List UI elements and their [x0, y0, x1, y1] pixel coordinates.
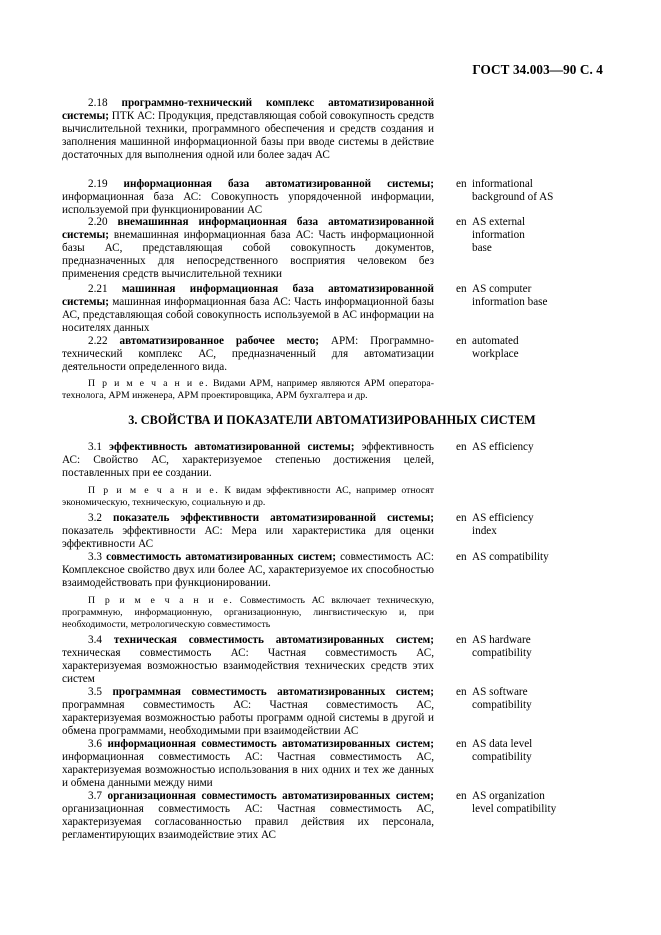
english-equivalent: en informational background of AS	[456, 178, 554, 204]
en-code: en	[456, 686, 467, 698]
en-code: en	[456, 283, 467, 295]
english-equivalent: en AS efficiency	[456, 441, 534, 453]
entry-number: 3.5	[88, 686, 102, 698]
entry-term: организационная совместимость автоматизированных систем;	[107, 790, 435, 802]
entry-definition: информационная база АС: Совокупность упорядоченной информации, используемой при функционировании АС	[62, 190, 434, 216]
entry-number: 3.4	[88, 634, 102, 646]
english-equivalent: en AS organization level compatibility	[456, 790, 557, 816]
en-code: en	[456, 335, 467, 347]
entry-number: 3.6	[88, 738, 102, 750]
english-equivalent: en AS compatibility	[456, 551, 549, 563]
en-code: en	[456, 512, 467, 524]
entry-term: автоматизированное рабочее место;	[119, 335, 319, 347]
entry-text	[62, 335, 434, 374]
en-code: en	[456, 178, 467, 190]
note-text: П р и м е ч а н и е. Совместимость АС включает техническую, программную, информационную, организационную, лингвистическую и, при необходимости, метрологическую совместимость	[62, 595, 434, 630]
entry-term: показатель эффективности автоматизированной системы;	[113, 512, 435, 524]
entry-definition: организационная совместимость АС: Частная совместимость АС, характеризуемая согласованностью правил действия их персонала, регламентирующих взаимодействие этих АС	[62, 802, 434, 841]
entry-number: 3.7	[88, 790, 102, 802]
entry-number: 3.2	[88, 512, 102, 524]
english-equivalent: en AS data level compatibility	[456, 738, 533, 764]
entry-term: программная совместимость автоматизированных систем;	[112, 686, 434, 698]
entry-term: техническая совместимость автоматизированных систем;	[113, 634, 435, 646]
entry-definition: внемашинная информационная база АС: Часть информационной базы АС, представляющая собой совокупность документов, предназначенных для непосредственного восприятия человеком без применения средств вычислительной техники	[62, 228, 435, 280]
note-text: П р и м е ч а н и е. К видам эффективности АС, например относят экономическую, техническую, социальную и др.	[62, 485, 434, 508]
note-label: П р и м е ч а н и е.	[88, 485, 220, 496]
entry-text	[62, 283, 434, 335]
entry-definition: совместимость АС: Комплексное свойство двух или более АС, характеризуемое их способностью взаимодействовать при функционировании.	[62, 551, 434, 589]
english-equivalent: en AS efficiency index	[456, 512, 534, 538]
entry-number: 2.21	[88, 283, 108, 295]
entry-text	[62, 216, 434, 281]
note-label: П р и м е ч а н и е.	[88, 378, 210, 389]
note-label: П р и м е ч а н и е.	[88, 595, 234, 606]
entry-term: машинная информационная база автоматизированной системы;	[62, 283, 435, 308]
en-code: en	[456, 551, 467, 563]
entry-text	[62, 178, 434, 217]
en-code: en	[456, 790, 467, 802]
entry-term: информационная совместимость автоматизированных систем;	[107, 738, 434, 750]
english-equivalent: en AS external information base	[456, 216, 526, 255]
entry-text	[62, 97, 434, 162]
entry-text	[62, 686, 434, 738]
entry-term: программно-технический комплекс автоматизированной системы;	[62, 97, 435, 122]
english-equivalent: en AS computer information base	[456, 283, 548, 309]
english-equivalent: en AS hardware compatibility	[456, 634, 532, 660]
entry-definition: техническая совместимость АС: Частная совместимость АС, характеризуемая возможностью взаимодействия технических средств этих систем	[62, 646, 434, 685]
entry-number: 2.18	[88, 97, 108, 109]
note-text: П р и м е ч а н и е. Видами АРМ, например являются АРМ оператора-технолога, АРМ инженера, АРМ проектировщика, АРМ бухгалтера и др.	[62, 378, 434, 401]
entry-number: 3.1	[88, 441, 102, 453]
en-code: en	[456, 216, 467, 228]
entry-definition: ПТК АС: Продукция, представляющая собой совокупность средств вычислительной техники, программного обеспечения и средств создания и заполнения машинной информационной базы при вводе системы в действие достаточных для выполнения одной или более задач АС	[62, 109, 434, 161]
en-code: en	[456, 738, 467, 750]
entry-term: внемашинная информационная база автоматизированной системы;	[62, 216, 435, 241]
english-equivalent: en AS software compatibility	[456, 686, 532, 712]
entry-definition: машинная информационная база АС: Часть информационной базы АС, представляющая собой совокупность используемой в АС информации на носителях данных	[62, 295, 434, 334]
entry-definition: показатель эффективности АС: Мера или характеристика для оценки эффективности АС	[62, 524, 434, 550]
entry-text	[62, 738, 434, 790]
entry-number: 2.22	[88, 335, 108, 347]
entry-number: 2.19	[88, 178, 108, 190]
entry-text	[62, 512, 434, 551]
page-header: ГОСТ 34.003—90 С. 4	[472, 62, 603, 77]
entry-text	[62, 441, 434, 480]
entry-definition: эффективность АС: Свойство АС, характеризуемое степенью достижения целей, поставленных при ее создании.	[62, 441, 435, 479]
english-equivalent: en automated workplace	[456, 335, 519, 361]
entry-number: 3.3	[88, 551, 102, 563]
entry-definition: АРМ: Программно-технический комплекс АС, предназначенный для автоматизации деятельности определенного вида.	[62, 335, 435, 373]
entry-text	[62, 790, 434, 842]
entry-text	[62, 634, 434, 686]
entry-definition: программная совместимость АС: Частная совместимость АС, характеризуемая возможностью работы программ одной системы в другой и обмена программами, необходимыми при взаимодействии АС	[62, 698, 434, 737]
entry-term: эффективность автоматизированной системы;	[109, 441, 355, 453]
entry-definition: информационная совместимость АС: Частная совместимость АС, характеризуемая возможностью использования в них одних и тех же данных и обмена данными между ними	[62, 750, 434, 789]
entry-text	[62, 551, 434, 590]
entry-number: 2.20	[88, 216, 108, 228]
en-code: en	[456, 634, 467, 646]
section-heading: 3. СВОЙСТВА И ПОКАЗАТЕЛИ АВТОМАТИЗИРОВАННЫХ СИСТЕМ	[128, 413, 536, 427]
en-code: en	[456, 441, 467, 453]
entry-term: информационная база автоматизированной системы;	[123, 178, 434, 190]
entry-term: совместимость автоматизированных систем;	[106, 551, 336, 563]
